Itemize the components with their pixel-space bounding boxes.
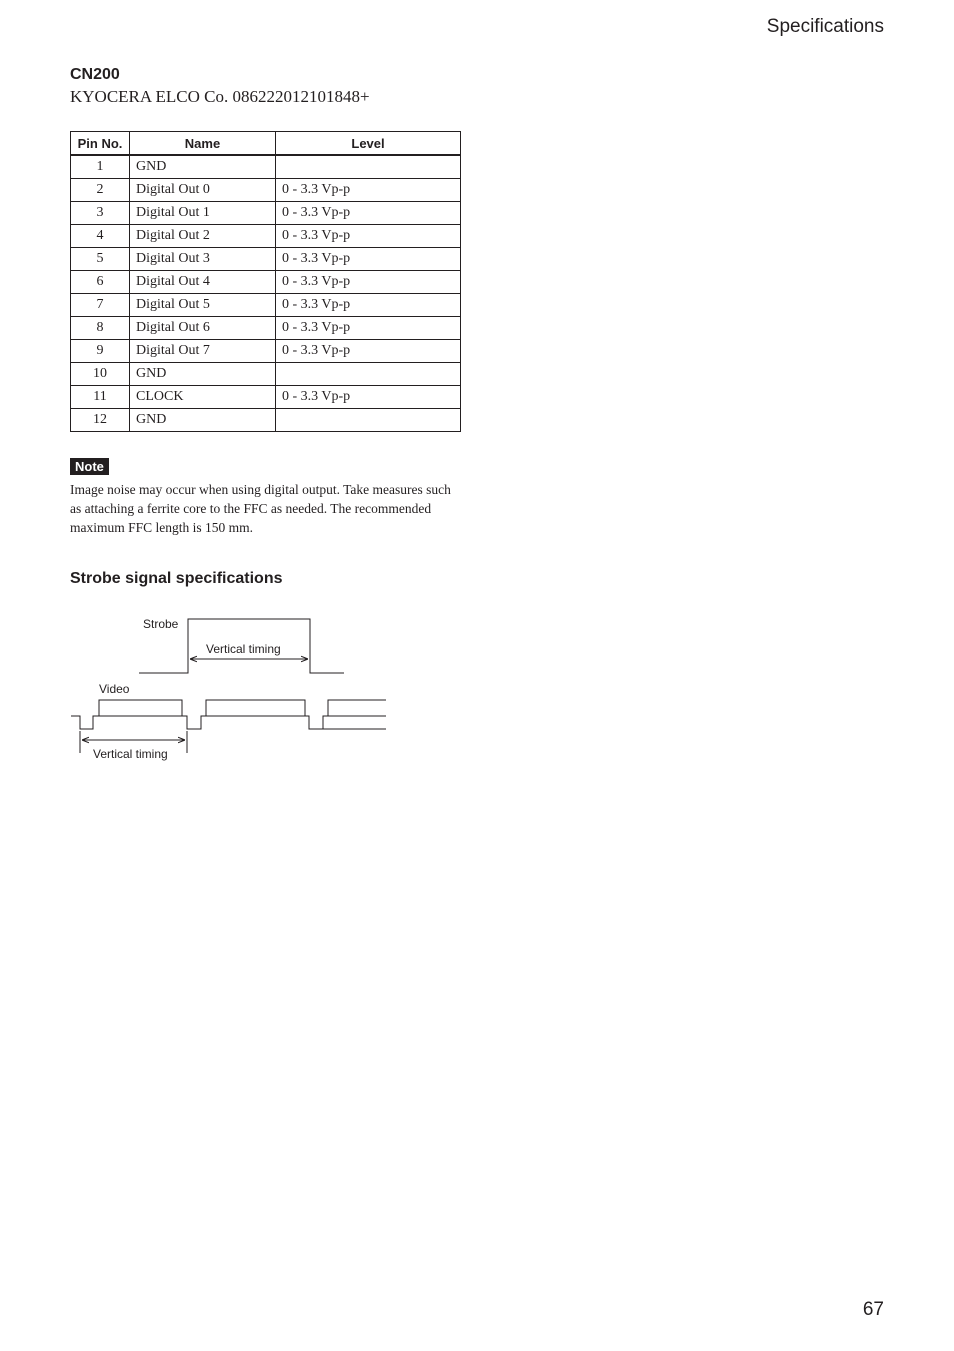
pin-name: Digital Out 5 xyxy=(130,294,276,317)
pin-name: Digital Out 4 xyxy=(130,271,276,294)
pin-number: 5 xyxy=(71,248,130,271)
video-active-pulse xyxy=(328,700,386,716)
pin-level: 0 - 3.3 Vp-p xyxy=(276,294,461,317)
note-badge: Note xyxy=(70,458,109,475)
column-header-name: Name xyxy=(130,132,276,156)
connector-model: KYOCERA ELCO Co. 086222012101848+ xyxy=(70,87,370,106)
pin-name: Digital Out 1 xyxy=(130,202,276,225)
strobe-label: Strobe xyxy=(143,617,179,631)
pin-number: 4 xyxy=(71,225,130,248)
pin-number: 2 xyxy=(71,179,130,202)
pin-level: 0 - 3.3 Vp-p xyxy=(276,340,461,363)
pin-level: 0 - 3.3 Vp-p xyxy=(276,202,461,225)
pin-number: 3 xyxy=(71,202,130,225)
pin-name: Digital Out 0 xyxy=(130,179,276,202)
pin-number: 10 xyxy=(71,363,130,386)
pin-name: Digital Out 7 xyxy=(130,340,276,363)
pin-level: 0 - 3.3 Vp-p xyxy=(276,225,461,248)
strobe-section-heading: Strobe signal specifications xyxy=(70,570,283,587)
column-header-level: Level xyxy=(276,132,461,156)
page-header-title: Specifications xyxy=(766,16,884,37)
pin-name: Digital Out 2 xyxy=(130,225,276,248)
video-active-pulse xyxy=(206,700,305,716)
video-sync-waveform xyxy=(71,716,386,729)
video-label: Video xyxy=(99,682,130,696)
video-active-pulse xyxy=(99,700,182,716)
pin-level: 0 - 3.3 Vp-p xyxy=(276,248,461,271)
pin-name: GND xyxy=(130,363,276,386)
video-timing-label: Vertical timing xyxy=(93,747,168,761)
strobe-timing-label: Vertical timing xyxy=(206,642,281,656)
pin-number: 8 xyxy=(71,317,130,340)
pin-number: 1 xyxy=(71,155,130,179)
note-text: Image noise may occur when using digital output. Take measures such as attaching a ferrite core to the FFC as needed. The recommended maximum FFC length is 150 mm. xyxy=(70,482,451,535)
pin-number: 11 xyxy=(71,386,130,409)
pin-name: Digital Out 6 xyxy=(130,317,276,340)
pin-number: 9 xyxy=(71,340,130,363)
column-header-pin: Pin No. xyxy=(71,132,130,156)
pin-name: CLOCK xyxy=(130,386,276,409)
pin-number: 7 xyxy=(71,294,130,317)
pin-level: 0 - 3.3 Vp-p xyxy=(276,317,461,340)
pin-level: 0 - 3.3 Vp-p xyxy=(276,386,461,409)
page-number: 67 xyxy=(862,1299,884,1320)
pin-level: 0 - 3.3 Vp-p xyxy=(276,271,461,294)
pin-name: GND xyxy=(130,409,276,432)
pin-number: 12 xyxy=(71,409,130,432)
pin-level: 0 - 3.3 Vp-p xyxy=(276,179,461,202)
pin-name: GND xyxy=(130,155,276,179)
pin-name: Digital Out 3 xyxy=(130,248,276,271)
pin-number: 6 xyxy=(71,271,130,294)
connector-heading: CN200 xyxy=(70,66,120,83)
